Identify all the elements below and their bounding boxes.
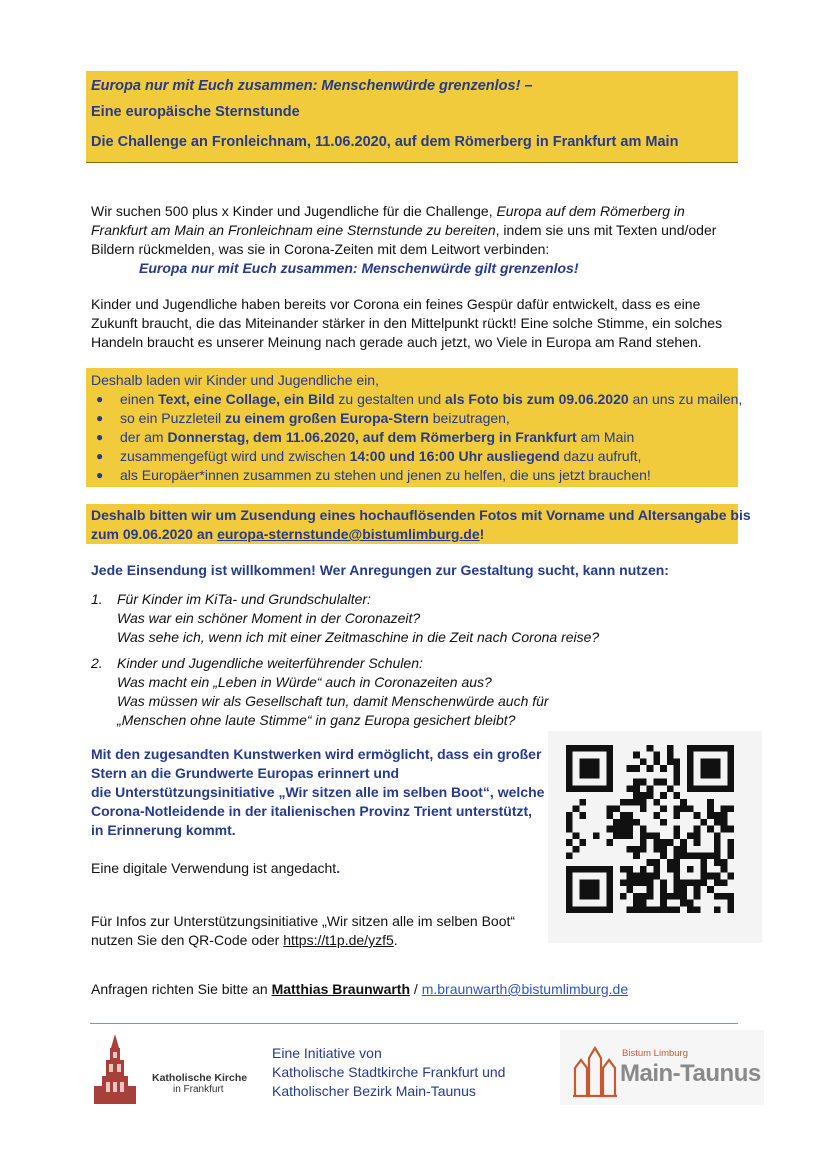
logo-katholische-kirche-frankfurt xyxy=(90,1030,270,1110)
b3-text: der am xyxy=(120,429,168,445)
artwork-line: in Erinnerung kommt. xyxy=(91,822,236,838)
artwork-line: die Unterstützungsinitiative „Wir sitzen alle im selben Boot“, welche xyxy=(91,784,545,800)
initiative-line: Eine Initiative von xyxy=(272,1045,382,1061)
contact-line xyxy=(91,980,628,999)
context-line-2: Zukunft braucht, die das Miteinander stärker in den Mittelpunkt rückt! Eine solche Stimme, ein solches xyxy=(91,315,723,331)
idea-line: Was war ein schöner Moment in der Coronazeit? xyxy=(117,610,421,626)
initiative-line: Katholische Stadtkirche Frankfurt und xyxy=(272,1064,506,1080)
b1-text: an uns zu mailen, xyxy=(628,391,743,407)
artwork-line: Stern an die Grundwerte Europas erinnert und xyxy=(91,765,400,781)
b1-text: einen xyxy=(120,391,159,407)
b5-text: als Europäer*innen zusammen zu stehen und jenen zu helfen, die uns jetzt brauchen! xyxy=(120,467,651,483)
b2-bold: zu einem großen Europa-Stern xyxy=(225,410,429,426)
idea-line: Für Kinder im KiTa- und Grundschulalter: xyxy=(117,591,371,607)
logo2-small-text: Bistum Limburg xyxy=(622,1048,688,1059)
b1-bold: als Foto bis zum 09.06.2020 xyxy=(445,391,629,407)
bullet-icon: ● xyxy=(96,430,104,444)
context-line-1: Kinder und Jugendliche haben bereits vor Corona ein feines Gespür dafür entwickelt, dass es eine xyxy=(91,296,701,312)
header-banner xyxy=(86,71,738,163)
initiative-line: Katholischer Bezirk Main-Taunus xyxy=(272,1083,476,1099)
header-underline xyxy=(86,162,738,163)
b4-bold: 14:00 und 16:00 Uhr ausliegend xyxy=(349,448,560,464)
b3-text: am Main xyxy=(576,429,635,445)
header-title-line2: Eine europäische Sternstunde xyxy=(91,104,300,120)
header-title-line1: Europa nur mit Euch zusammen: Menschenwürde grenzenlos! – xyxy=(91,78,533,94)
b3-bold: Donnerstag, dem 11.06.2020, auf dem Römerberg in Frankfurt xyxy=(167,429,577,445)
cathedral-icon xyxy=(90,1034,140,1106)
info-paragraph xyxy=(91,912,515,950)
bullet-icon: ● xyxy=(96,392,104,406)
motto: Europa nur mit Euch zusammen: Menschenwürde gilt grenzenlos! xyxy=(139,260,579,276)
idea-line: Kinder und Jugendliche weiterführender Schulen: xyxy=(117,655,423,671)
bullet-icon: ● xyxy=(96,449,104,463)
idea-line: Was müssen wir als Gesellschaft tun, damit Menschenwürde auch für xyxy=(117,693,549,709)
idea-number: 2. xyxy=(91,655,103,671)
artwork-line: Mit den zugesandten Kunstwerken wird ermöglicht, dass ein großer xyxy=(91,746,542,762)
header-challenge-line: Die Challenge an Fronleichnam, 11.06.2020, auf dem Römerberg in Frankfurt am Main xyxy=(91,134,679,150)
digital-note-text: Eine digitale Verwendung ist angedacht xyxy=(91,860,337,876)
context-line-3: Handeln braucht es unserer Meinung nach gerade auch jetzt, wo Viele in Europa am Rand stehen. xyxy=(91,334,702,350)
request-box xyxy=(86,504,751,544)
qr-code-icon[interactable] xyxy=(566,745,734,913)
idea-line: Was sehe ich, wenn ich mit einer Zeitmaschine in die Zeit nach Corona reise? xyxy=(117,629,600,645)
artwork-paragraph xyxy=(91,745,545,840)
footer-divider xyxy=(90,1023,738,1024)
intro-text-1: Wir suchen 500 plus x Kinder und Jugendliche für die Challenge, xyxy=(91,203,497,219)
context-paragraph xyxy=(91,295,741,352)
intro-text-1-italic: Europa auf dem Römerberg in xyxy=(496,203,685,219)
info-line-1: Für Infos zur Unterstützungsinitiative „Wir sitzen alle im selben Boot“ xyxy=(91,913,516,929)
b1-bold: Text, eine Collage, ein Bild xyxy=(158,391,335,407)
bullet-icon: ● xyxy=(96,468,104,482)
intro-text-3: Bildern rückmelden, was sie in Corona-Zeiten mit dem Leitwort verbinden: xyxy=(91,241,550,257)
contact-lead: Anfragen richten Sie bitte an xyxy=(91,981,272,997)
request-line-2: zum 09.06.2020 an xyxy=(91,526,218,542)
idea-line: Was macht ein „Leben in Würde“ auch in Coronazeiten aus? xyxy=(117,674,492,690)
b4-text: zusammengefügt wird und zwischen xyxy=(120,448,350,464)
info-line-2: nutzen Sie den QR-Code oder xyxy=(91,932,284,948)
logo-main-taunus xyxy=(560,1030,764,1105)
qr-code-panel xyxy=(548,731,762,943)
contact-email-link[interactable]: m.braunwarth@bistumlimburg.de xyxy=(421,981,629,997)
artwork-line: Corona-Notleidende in der italienischen Provinz Trient unterstützt, xyxy=(91,803,533,819)
b1-text: zu gestalten und xyxy=(334,391,446,407)
request-email-link[interactable]: europa-sternstunde@bistumlimburg.de xyxy=(217,526,480,542)
invitation-box xyxy=(86,368,743,487)
welcome-heading: Jede Einsendung ist willkommen! Wer Anregungen zur Gestaltung sucht, kann nutzen: xyxy=(91,562,669,578)
info-url-link[interactable]: https://t1p.de/yzf5 xyxy=(283,932,394,948)
request-line-1: Deshalb bitten wir um Zusendung eines hochauflösenden Fotos mit Vorname und Altersangabe bis xyxy=(91,507,751,523)
invitation-lead: Deshalb laden wir Kinder und Jugendliche ein, xyxy=(91,372,379,388)
b4-text: dazu aufruft, xyxy=(559,448,642,464)
bullet-icon: ● xyxy=(96,411,104,425)
info-line-2-end: . xyxy=(393,932,398,948)
contact-separator: / xyxy=(410,981,422,997)
logo2-big-text: Main-Taunus xyxy=(620,1060,761,1087)
idea-line: „Menschen ohne laute Stimme“ in ganz Europa gesichert bleibt? xyxy=(117,712,516,728)
request-line-2-end: ! xyxy=(479,526,485,542)
logo1-line1: Katholische Kirche xyxy=(152,1072,248,1084)
intro-text-2: , indem sie uns mit Texten und/oder xyxy=(495,222,717,238)
intro-text-2-italic: Frankfurt am Main an Fronleichnam eine Sternstunde zu bereiten xyxy=(91,222,496,238)
idea-number: 1. xyxy=(91,591,103,607)
digital-note-dot: . xyxy=(336,860,341,876)
b2-text: so ein Puzzleteil xyxy=(120,410,226,426)
contact-name: Matthias Braunwarth xyxy=(271,981,411,997)
idea-item-2 xyxy=(91,654,741,734)
digital-note xyxy=(91,859,340,878)
footer-initiative xyxy=(272,1044,505,1101)
b2-text: beizutragen, xyxy=(428,410,510,426)
church-outline-icon xyxy=(572,1046,618,1098)
logo1-line2: in Frankfurt xyxy=(173,1084,224,1095)
intro-paragraph xyxy=(91,202,741,278)
